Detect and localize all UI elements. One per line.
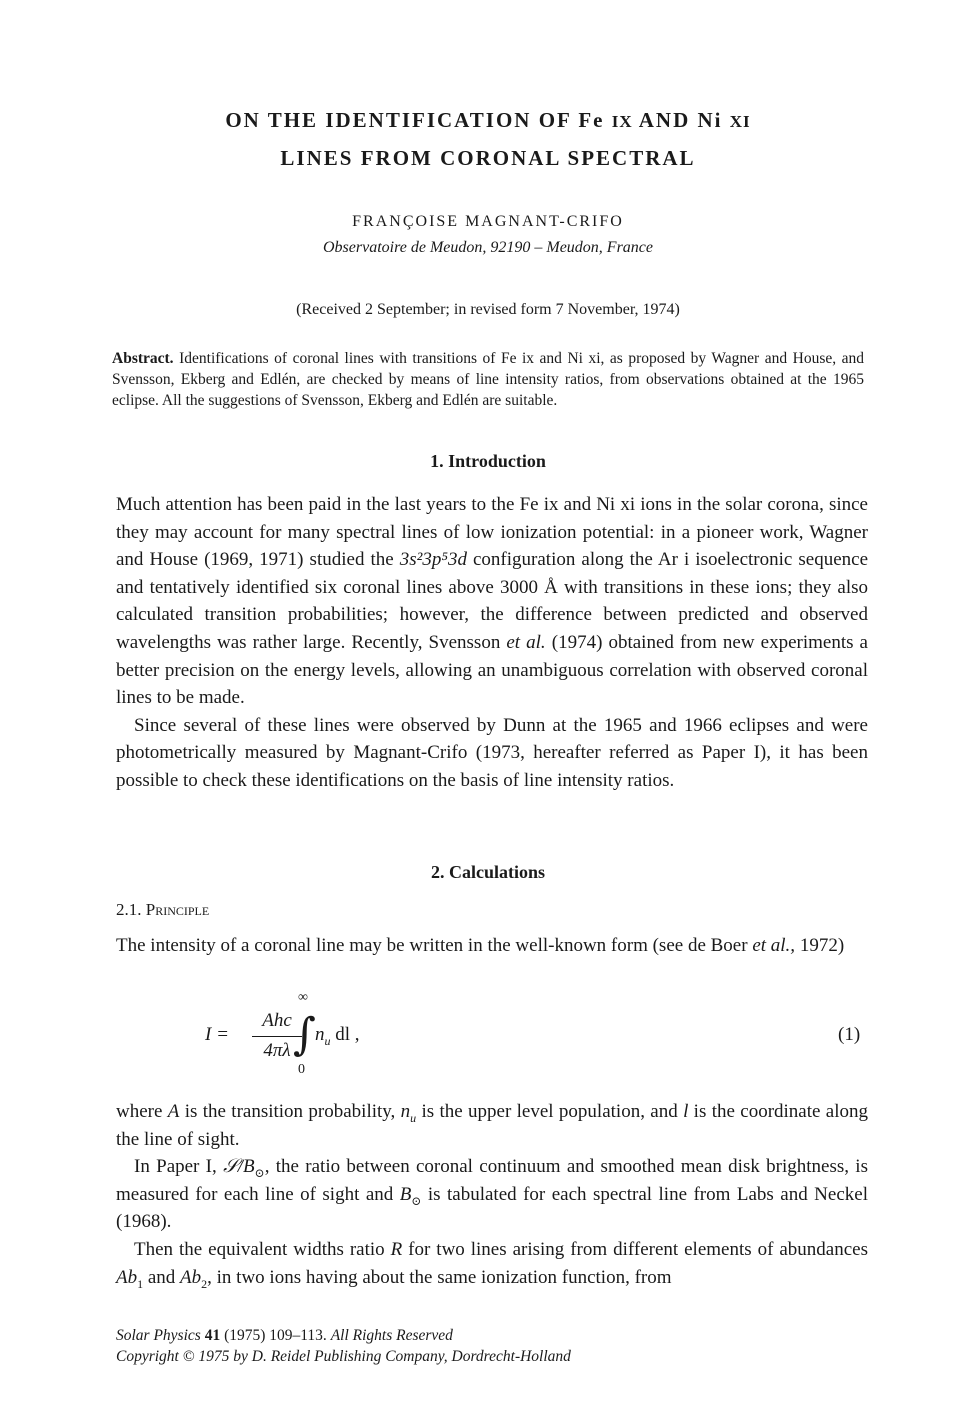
introduction-body — [116, 491, 868, 795]
author-name: FRANÇOISE MAGNANT-CRIFO — [352, 213, 624, 230]
abstract-text: Identifications of coronal lines with transitions of Fe ix and Ni xi, as proposed by Wagner and House, and Svensson, Ekberg and Edlén, are checked by means of line intensity ratios, from observations obtained at the 1965 eclipse. All the suggestions of Svensson, Ekberg and Edlén are suitable. — [112, 350, 865, 409]
paragraph: The intensity of a coronal line may be written in the well-known form (see de Boer et al., 1972) — [116, 935, 845, 956]
equation-number: (1) — [838, 1024, 861, 1045]
integral-sign: ∫ — [293, 1009, 316, 1060]
abstract-label: Abstract. — [112, 350, 174, 367]
paper-title-line-1: ON THE IDENTIFICATION OF Fe IX AND Ni XI — [225, 108, 751, 132]
equation-1: I = Ahc 4πλ ∞ ∫ 0 $n_u$ dl , — [205, 990, 360, 1077]
principle-intro — [116, 932, 868, 960]
paragraph: In Paper I, $𝒮/B_⊙$, the ratio between coronal continuum and smoothed mean disk brightness, is measured for each line of sight and $B_⊙$ is tabulated for each spectral line from Labs and Neckel (1968). — [116, 1156, 868, 1233]
abstract — [112, 348, 864, 411]
author-affiliation: Observatoire de Meudon, 92190 – Meudon, France — [323, 239, 653, 256]
principle-body — [116, 1098, 868, 1291]
subsection-heading-principle: 2.1. Principle — [116, 900, 210, 919]
paper-title-line-2: LINES FROM CORONAL SPECTRAL — [280, 146, 696, 170]
paragraph: where A is the transition probability, $n_u$ is the upper level population, and l is the coordinate along the line of sight. — [116, 1101, 868, 1150]
paragraph: Since several of these lines were observed by Dunn at the 1965 and 1966 eclipses and were photometrically measured by Magnant-Crifo (1973, hereafter referred as Paper I), it has been possible to check these identifications on the basis of line intensity ratios. — [116, 714, 868, 791]
section-heading-introduction: 1. Introduction — [430, 451, 546, 471]
footer-copyright: Copyright © 1975 by D. Reidel Publishing Company, Dordrecht-Holland — [116, 1348, 571, 1365]
paragraph: Then the equivalent widths ratio R for two lines arising from different elements of abundances $Ab_1$ and $Ab_2$, in two ions having about the same ionization function, from — [116, 1238, 868, 1291]
paragraph: Much attention has been paid in the last years to the Fe ix and Ni xi ions in the solar corona, since they may account for many spectral lines of low ionization potential: in a pioneer work, Wagner and House (1969, 1971) studied the 3s²3p⁵3d configuration along the Ar i isoelectronic sequence and tentatively identified six coronal lines above 3000 Å with transitions in these ions; they also calculated transition probabilities; however, the difference between predicted and observed wavelengths was rather large. Recently, Svensson et al. (1974) obtained from new experiments a better precision on the energy levels, allowing an unambiguous correlation with observed coronal lines to be made. — [116, 494, 869, 709]
footer-citation: Solar Physics 41 (1975) 109–113. All Rights Reserved — [116, 1327, 453, 1344]
received-dates: (Received 2 September; in revised form 7 November, 1974) — [296, 301, 680, 318]
section-heading-calculations: 2. Calculations — [430, 862, 545, 882]
